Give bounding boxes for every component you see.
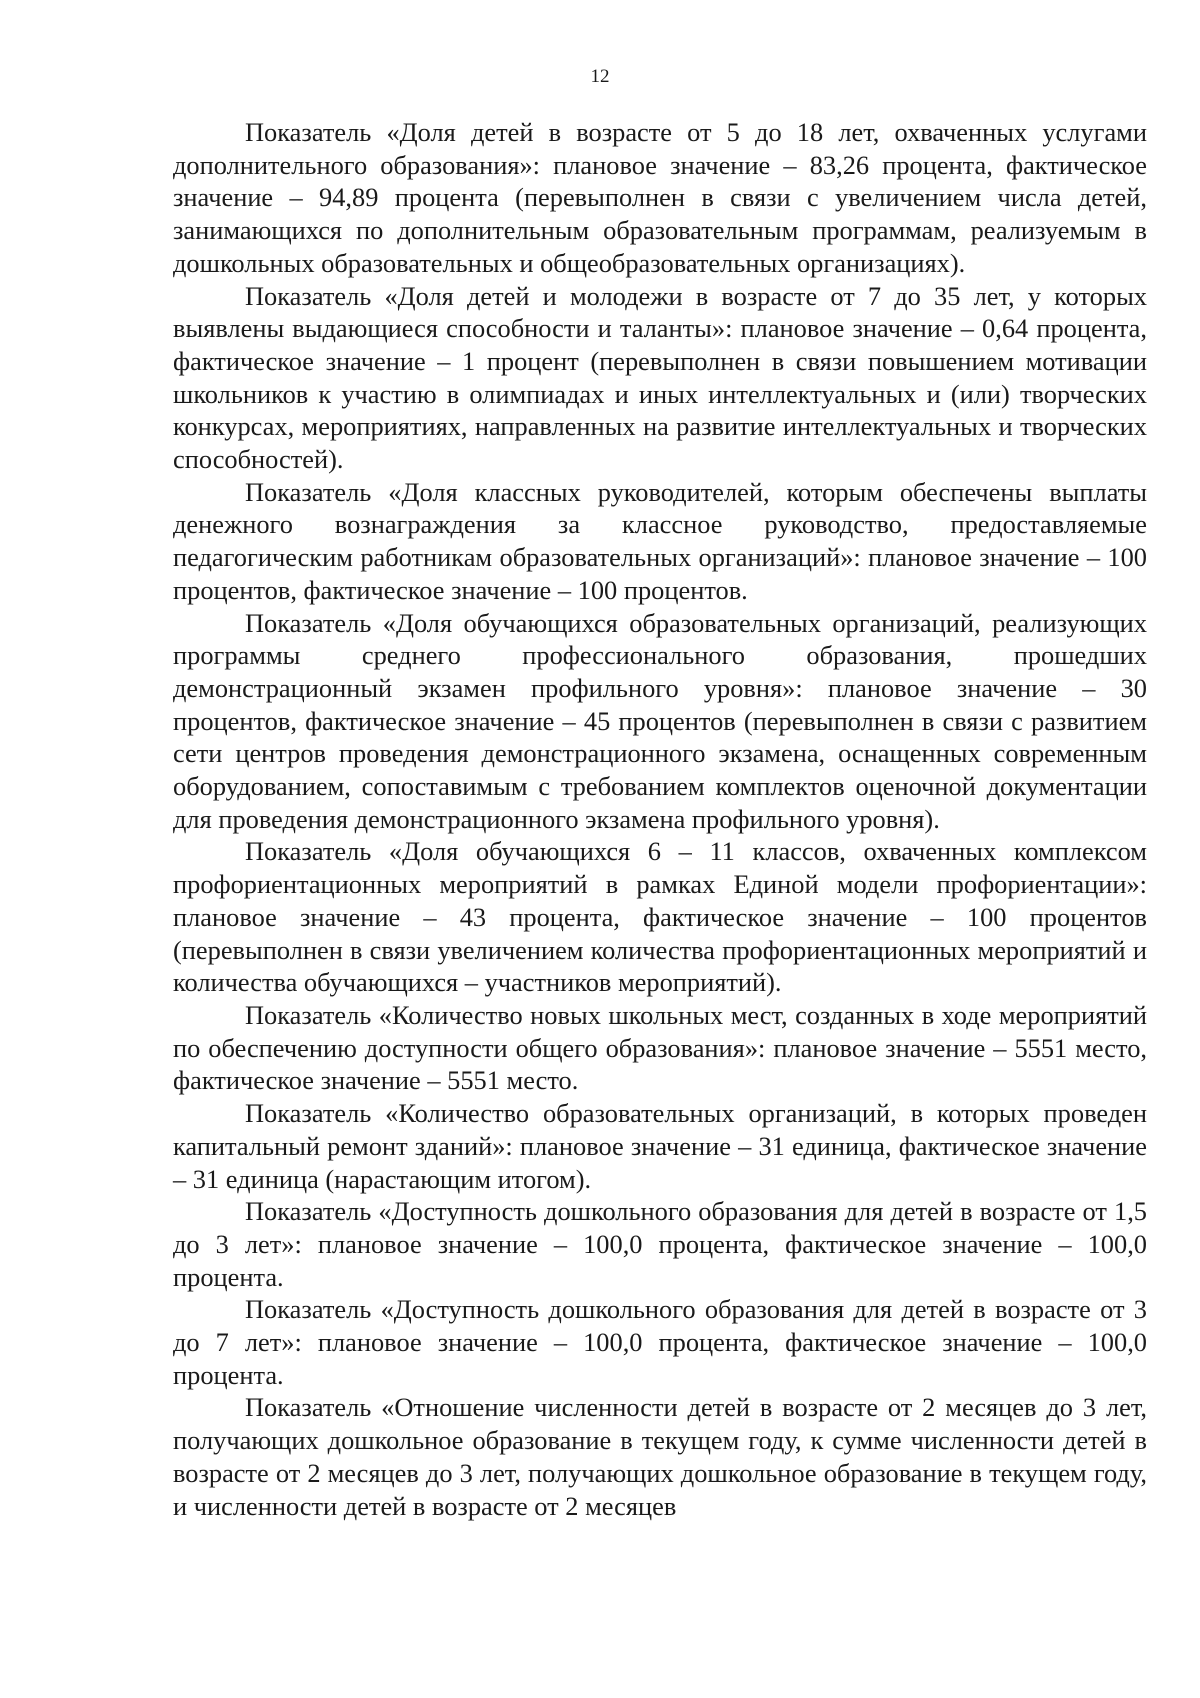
paragraph-preschool-ratio: Показатель «Отношение численности детей в возрасте от 2 месяцев до 3 лет, получающих дошкольное образование в текущем году, к сумме численности детей в возрасте от 2 месяцев до 3 лет, получающих дошкольное образование в текущем году, и численности детей в возрасте от 2 месяцев [173, 1392, 1147, 1521]
paragraph-class-teachers: Показатель «Доля классных руководителей, которым обеспечены выплаты денежного вознаграждения за классное руководство, предоставляемые педагогическим работникам образовательных организаций»: плановое значение – 100 процентов, фактическое значение – 100 процентов. [173, 476, 1147, 605]
paragraph-talented-youth: Показатель «Доля детей и молодежи в возрасте от 7 до 35 лет, у которых выявлены выдающиеся способности и таланты»: плановое значение – 0,64 процента, фактическое значение – 1 процент (перевыполнен в связи повышением мотивации школьников к участию в олимпиадах и иных интеллектуальных и (или) творческих конкурсах, мероприятиях, направленных на развитие интеллектуальных и творческих способностей). [173, 280, 1147, 475]
paragraph-capital-repair: Показатель «Количество образовательных организаций, в которых проведен капитальный ремонт зданий»: плановое значение – 31 единица, фактическое значение – 31 единица (нарастающим итогом). [173, 1098, 1147, 1194]
paragraph-preschool-3-to-7: Показатель «Доступность дошкольного образования для детей в возрасте от 3 до 7 лет»: плановое значение – 100,0 процента, фактическое значение – 100,0 процента. [173, 1294, 1147, 1390]
page-number: 12 [590, 66, 610, 87]
document-body [173, 116, 1147, 1522]
paragraph-career-guidance: Показатель «Доля обучающихся 6 – 11 классов, охваченных комплексом профориентационных мероприятий в рамках Единой модели профориентации»: плановое значение – 43 процента, фактическое значение – 100 процентов (перевыполнен в связи увеличением количества профориентационных мероприятий и количества обучающихся – участников мероприятий). [173, 836, 1147, 998]
paragraph-additional-education: Показатель «Доля детей в возрасте от 5 до 18 лет, охваченных услугами дополнительного образования»: плановое значение – 83,26 процента, фактическое значение – 94,89 процента (перевыполнен в связи с увеличением числа детей, занимающихся по дополнительным образовательным программам, реализуемым в дошкольных образовательных и общеобразовательных организациях). [173, 117, 1147, 278]
paragraph-demo-exam: Показатель «Доля обучающихся образовательных организаций, реализующих программы среднего профессионального образования, прошедших демонстрационный экзамен профильного уровня»: плановое значение – 30 процентов, фактическое значение – 45 процентов (перевыполнен в связи с развитием сети центров проведения демонстрационного экзамена, оснащенных современным оборудованием, сопоставимым с требованием комплектов оценочной документации для проведения демонстрационного экзамена профильного уровня). [173, 607, 1147, 834]
paragraph-preschool-1-5-to-3: Показатель «Доступность дошкольного образования для детей в возрасте от 1,5 до 3 лет»: плановое значение – 100,0 процента, фактическое значение – 100,0 процента. [173, 1196, 1147, 1292]
paragraph-new-school-places: Показатель «Количество новых школьных мест, созданных в ходе мероприятий по обеспечению доступности общего образования»: плановое значение – 5551 место, фактическое значение – 5551 место. [173, 999, 1147, 1096]
